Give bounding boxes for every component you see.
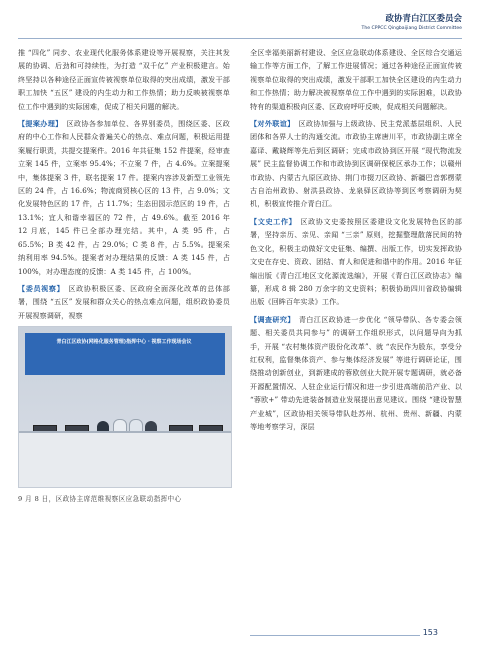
inspection-body: 区政协积极区委、区政府全面深化改革的总体部署，围绕 “五区” 发展和群众关心的热点难点问题，组织政协委员开展视察调研，视察 [18,283,230,320]
paragraph-cultural-history [250,215,462,309]
paragraph-inspection-results: 全区幸福美丽新村建设、全区应急联动体系建设、全区综合交通运输工作等方面工作，了解工作进展情况；通过各种途径正面宣传被视察单位取得的突出成绩，激发干部职工加快全区建设的内生动力和工作热情；助力解决被视察单位工作中遇到的实际困难，以政协特有的渠道积极向区委、区政府呼吁反映，促成相关问题解决。 [250,48,462,111]
right-column [250,46,462,437]
section-heading-inspection: 【委员视察】 [18,283,65,293]
liaison-body: 区政协加强与上级政协、民主党派基层组织、人民团体和各界人士的沟通交流。市政协主席唐川平，市政协副主席全嘉译、戴晓辉等先后到区调研；完成市政协到区开展 “现代物流发展” 民主监督协调工作和市政协到区调研保税区承办工作；以赣州市政协、内蒙古九原区政协、荆门市掇刀区政协、新疆巴音郭楞蒙古自治州政协、射洪县政协、龙泉驿区政协等到区考察调研为契机，积极宣传推介青白江。 [250,119,462,209]
footer-divider [250,635,420,636]
page-header [362,14,462,32]
section-heading-liaison: 【对外联谊】 [250,119,295,129]
proposal-body: 区政协各参加单位、各界别委员，围绕区委、区政府的中心工作和人民群众普遍关心的热点、难点问题，积极运用提案履行职责，共提交提案件。2016 年共征集 152 件提案，经审查立案 145 件，立案率 95.4%；不立案 7 件，占 4.6%。立案提案中，集体提案 3 件，联名提案 17 件。提案内容涉及新型工业领先区的 24 件，占 16.6%；物流商贸核心区的 13 件，占 9.0%；文化发展特色区的 17 件，占 11.7%；生态田园示范区的 19 件，占 13.1%；宜人和谐幸福区的 72 件，占 49.6%。截至 2016 年 12 月底，145 件已全部办理完结。其中，A 类 95 件，占 65.5%；B 类 42 件，占 29.0%；C 类 8 件，占 5.5%。提案采纳利用率 94.5%。提案者对办理结果的反馈：A 类 145 件，占 100%，对办理态度的反馈：A 类 145 件，占 100%。 [18,119,231,276]
section-heading-proposal: 【提案办理】 [18,119,63,129]
paragraph-research [250,313,462,434]
page-number: 153 [422,628,438,637]
paragraph-inspection-continued: 推 “四化” 同步、农业现代化服务体系建设等开展视察，关注其发展的协调、后劲和可持续性，为打造 “双千亿” 产业积极建言。始终坚持以各种途径正面宣传被视察单位取得的突出成绩，激发干部职工加快 “五区” 建设的内生动力和工作热情；助力反映被视察单位工作中遇到的实际困难，促成了相关问题的解决。 [18,48,230,111]
header-title: 政协青白江区委员会 [385,14,462,24]
paragraph-external-liaison [250,117,462,211]
paragraph-proposal-handling [18,117,230,278]
section-heading-cultural-history: 【文史工作】 [250,216,297,226]
section-heading-research: 【调查研究】 [250,314,295,324]
cultural-history-body: 区政协文史委按照区委建设文化发展特色区的部署，坚持亲历、亲见、亲闻 “三亲” 原则，挖掘整理散落民间的特色文化，积极主动做好文史征集、编撰、出版工作，切实发挥政协文史在存史、资政、团结、育人和促进和谐中的作用。2016 年征编出版《青白江地区文化源流选编》，开展《青白江区政协志》编纂，形成 8 辑 280 万余字的文史资料；积极协助四川省政协编辑出版《回眸百年实录》工作。 [250,216,462,307]
photo-caption: 9 月 8 日，区政协主席范维视察区应急联动指挥中心 [18,495,182,504]
research-body: 青白江区政协进一步优化 “领导带队、各专委会领题、相关委员共同参与” 的调研工作组织形式，以问题导向为抓手，开展 “农村集体资产股份化改革”、就 “农民作为股东，享受分红权利，监督集体资产、参与集体经济发展” 等进行调研论证，围绕推动创新创业，到新建成的蓉欧创业大院开展专题调研，就必备开源配置情况、人驻企业运行情况和进一步引进高端前沿产业、以 “蓉欧+” 带动先进装备制造业发展提出意见建议。围绕 “建设智慧产业城”，区政协相关领导带队赴苏州、杭州、贵州、新疆、内蒙等地考察学习，深层 [250,314,462,431]
left-column [18,46,230,505]
photo-screen-text: 青白江区政协(网格化服务管理)指挥中心 · 视察工作现场会议 [56,339,192,346]
header-subtitle: The CPPCC Qingbaijiang District Committee [361,26,462,31]
photo-command-center [18,326,232,488]
photo-desk [19,431,231,487]
paragraph-member-inspection [18,282,230,322]
header-divider [18,38,462,39]
